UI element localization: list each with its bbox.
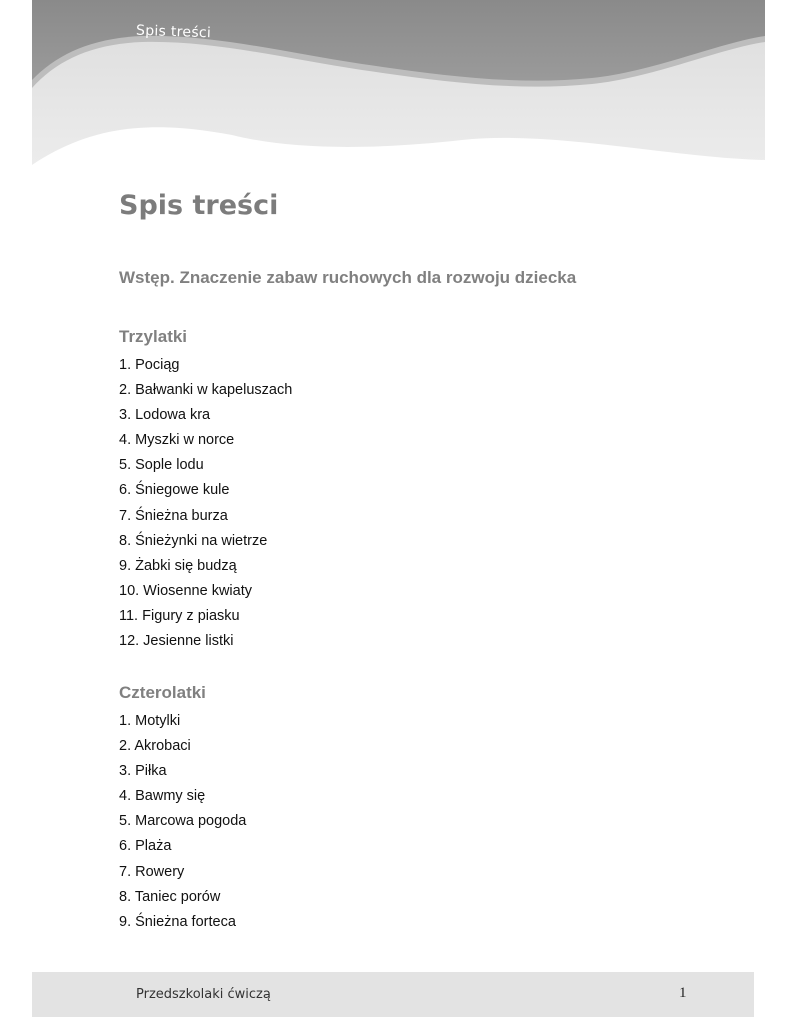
- footer-book-title: Przedszkolaki ćwiczą: [136, 987, 271, 1002]
- toc-item: 1. Pociąg: [119, 357, 180, 373]
- toc-item: 9. Żabki się budzą: [119, 557, 237, 574]
- section-heading-trzylatki: Trzylatki: [119, 327, 188, 346]
- toc-item: 4. Bawmy się: [119, 788, 206, 805]
- toc-list-trzylatki: [119, 353, 292, 654]
- toc-item: 2. Akrobaci: [119, 738, 191, 755]
- toc-item: 8. Śnieżynki na wietrze: [119, 532, 268, 549]
- toc-item: 11. Figury z piasku: [119, 607, 240, 624]
- toc-item: 5. Marcowa pogoda: [119, 813, 247, 830]
- toc-item: 3. Piłka: [119, 763, 167, 780]
- toc-item: 2. Bałwanki w kapeluszach: [119, 382, 293, 399]
- toc-item: 12. Jesienne listki: [119, 633, 234, 650]
- toc-item: 8. Taniec porów: [119, 888, 221, 905]
- toc-list-czterolatki: [119, 709, 246, 935]
- header-section-label: Spis treści: [135, 22, 212, 42]
- section-heading-czterolatki: Czterolatki: [119, 683, 206, 702]
- toc-item: 1. Motylki: [119, 713, 181, 729]
- toc-item: 6. Plaża: [119, 838, 172, 855]
- toc-item: 7. Śnieżna burza: [119, 507, 228, 524]
- toc-item: 5. Sople lodu: [119, 457, 204, 474]
- toc-item: 9. Śnieżna forteca: [119, 913, 236, 930]
- toc-item: 10. Wiosenne kwiaty: [119, 582, 252, 599]
- toc-item: 3. Lodowa kra: [119, 407, 211, 424]
- intro-heading: Wstęp. Znaczenie zabaw ruchowych dla rozwoju dziecka: [119, 268, 577, 287]
- page-number: 1: [679, 985, 687, 1001]
- toc-item: 6. Śniegowe kule: [119, 482, 230, 499]
- toc-item: 4. Myszki w norce: [119, 432, 235, 449]
- footer-bar: [32, 972, 754, 1017]
- page-title: Spis treści: [119, 190, 279, 221]
- toc-item: 7. Rowery: [119, 863, 185, 880]
